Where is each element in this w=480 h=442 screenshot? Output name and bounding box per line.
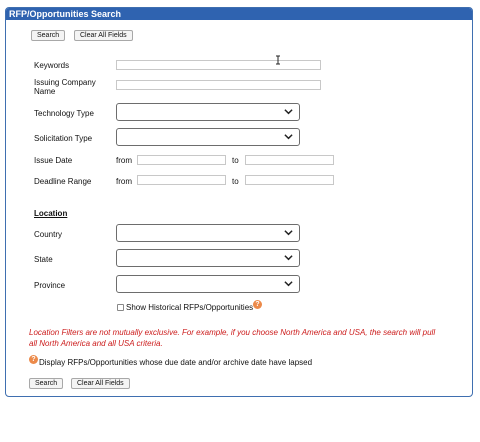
- lapsed-option-label[interactable]: Display RFPs/Opportunities whose due date and/or archive date have lapsed: [39, 358, 313, 367]
- issue-date-to-label: to: [232, 156, 239, 165]
- solicitation-type-select[interactable]: [116, 128, 300, 146]
- issue-date-label: Issue Date: [34, 156, 73, 165]
- issuing-company-label-line2: Name: [34, 87, 56, 96]
- location-heading: Location: [34, 209, 68, 218]
- province-label: Province: [34, 281, 66, 290]
- deadline-from-input[interactable]: [137, 175, 226, 185]
- issuing-company-label: Issuing Company: [34, 78, 96, 87]
- solicitation-type-label: Solicitation Type: [34, 134, 93, 143]
- clear-fields-button-top[interactable]: Clear All Fields: [74, 30, 133, 41]
- panel-title: RFP/Opportunities Search: [6, 8, 472, 20]
- technology-type-select[interactable]: [116, 103, 300, 121]
- country-label: Country: [34, 230, 63, 239]
- text-cursor-icon: [275, 55, 281, 65]
- deadline-range-label: Deadline Range: [34, 177, 92, 186]
- location-filter-note-line2: all North America and all USA criteria.: [29, 339, 163, 348]
- show-historical-checkbox[interactable]: [117, 304, 124, 311]
- issuing-company-input[interactable]: [116, 80, 321, 90]
- country-select[interactable]: [116, 224, 300, 242]
- chevron-down-icon: [284, 228, 293, 237]
- chevron-down-icon: [284, 132, 293, 141]
- province-select[interactable]: [116, 275, 300, 293]
- deadline-to-label: to: [232, 177, 239, 186]
- issue-date-from-input[interactable]: [137, 155, 226, 165]
- search-button-top[interactable]: Search: [31, 30, 65, 41]
- issue-date-to-input[interactable]: [245, 155, 334, 165]
- search-button-bottom[interactable]: Search: [29, 378, 63, 389]
- keywords-label: Keywords: [34, 61, 70, 70]
- chevron-down-icon: [284, 107, 293, 116]
- clear-fields-button-bottom[interactable]: Clear All Fields: [71, 378, 130, 389]
- deadline-to-input[interactable]: [245, 175, 334, 185]
- search-panel: [5, 7, 473, 397]
- chevron-down-icon: [284, 279, 293, 288]
- keywords-input[interactable]: [116, 60, 321, 70]
- info-icon[interactable]: ?: [253, 300, 262, 309]
- info-icon-lapsed[interactable]: ?: [29, 355, 38, 364]
- show-historical-label: Show Historical RFPs/Opportunities: [126, 303, 254, 312]
- deadline-from-label: from: [116, 177, 132, 186]
- state-label: State: [34, 255, 53, 264]
- state-select[interactable]: [116, 249, 300, 267]
- chevron-down-icon: [284, 253, 293, 262]
- technology-type-label: Technology Type: [34, 109, 94, 118]
- location-filter-note: Location Filters are not mutually exclusive. For example, if you choose North America and USA, the search will pull: [29, 328, 436, 337]
- issue-date-from-label: from: [116, 156, 132, 165]
